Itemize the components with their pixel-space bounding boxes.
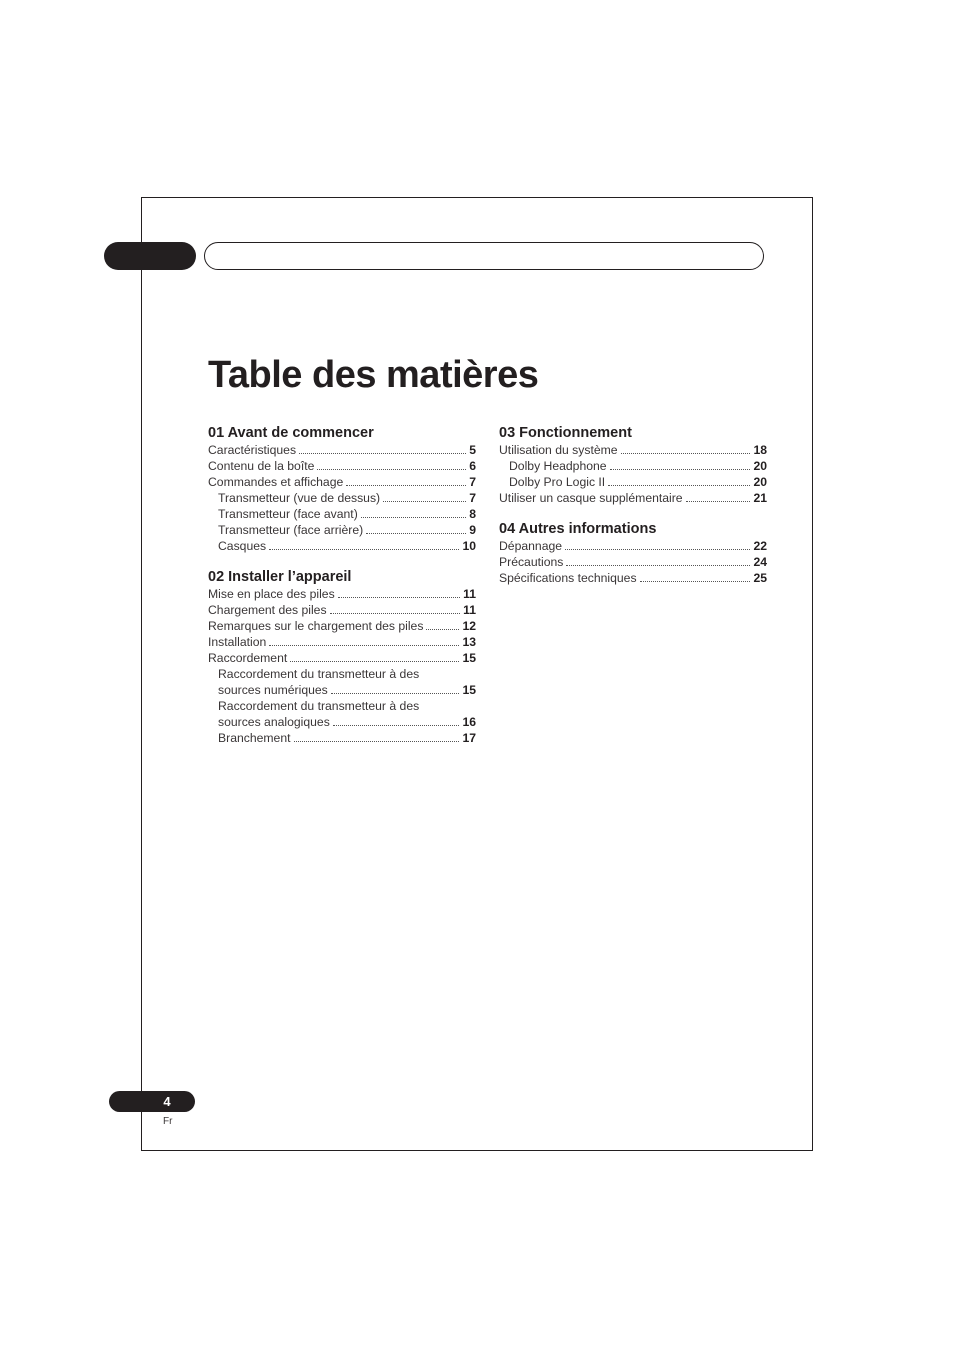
toc-entry[interactable]: Utilisation du système 18: [499, 443, 767, 457]
toc-entry[interactable]: Dépannage 22: [499, 539, 767, 553]
toc-column-left: [208, 424, 476, 760]
toc-entry[interactable]: Raccordement 15: [208, 651, 476, 665]
toc-subentry[interactable]: Casques 10: [218, 539, 476, 553]
toc-section-03: [499, 424, 767, 506]
page-title: Table des matières: [208, 354, 539, 396]
toc-entry[interactable]: Contenu de la boîte 6: [208, 459, 476, 473]
toc-subentry[interactable]: Branchement 17: [218, 731, 476, 745]
toc-section-01: [208, 424, 476, 554]
chapter-tab: [104, 242, 196, 270]
toc-section-02: [208, 568, 476, 746]
toc-section-heading[interactable]: 02 Installer l’appareil: [208, 569, 352, 585]
toc-subentry[interactable]: Dolby Pro Logic II 20: [509, 475, 767, 489]
toc-entry[interactable]: Mise en place des piles 11: [208, 587, 476, 601]
toc-entry[interactable]: Précautions 24: [499, 555, 767, 569]
language-code: Fr: [163, 1116, 173, 1127]
toc-subentry[interactable]: Transmetteur (vue de dessus) 7: [218, 491, 476, 505]
toc-section-heading[interactable]: 03 Fonctionnement: [499, 425, 632, 441]
toc-subentry[interactable]: Transmetteur (face avant) 8: [218, 507, 476, 521]
toc-section-heading[interactable]: 04 Autres informations: [499, 521, 657, 537]
toc-column-right: [499, 424, 767, 600]
toc-entry[interactable]: Spécifications techniques 25: [499, 571, 767, 585]
toc-subentry[interactable]: Dolby Headphone 20: [509, 459, 767, 473]
toc-entry[interactable]: Utiliser un casque supplémentaire 21: [499, 491, 767, 505]
toc-section-04: [499, 520, 767, 586]
toc-entry[interactable]: Remarques sur le chargement des piles 12: [208, 619, 476, 633]
toc-subentry[interactable]: Raccordement du transmetteur à des sources analogiques 16: [218, 699, 476, 729]
toc-entry[interactable]: Installation 13: [208, 635, 476, 649]
chapter-title-bar: [204, 242, 764, 270]
toc-subentry[interactable]: Raccordement du transmetteur à des sources numériques 15: [218, 667, 476, 697]
page-number-badge: 4: [109, 1091, 195, 1112]
toc-subentry[interactable]: Transmetteur (face arrière) 9: [218, 523, 476, 537]
toc-entry[interactable]: Caractéristiques 5: [208, 443, 476, 457]
toc-entry[interactable]: Chargement des piles 11: [208, 603, 476, 617]
toc-entry[interactable]: Commandes et affichage 7: [208, 475, 476, 489]
toc-section-heading[interactable]: 01 Avant de commencer: [208, 425, 374, 441]
